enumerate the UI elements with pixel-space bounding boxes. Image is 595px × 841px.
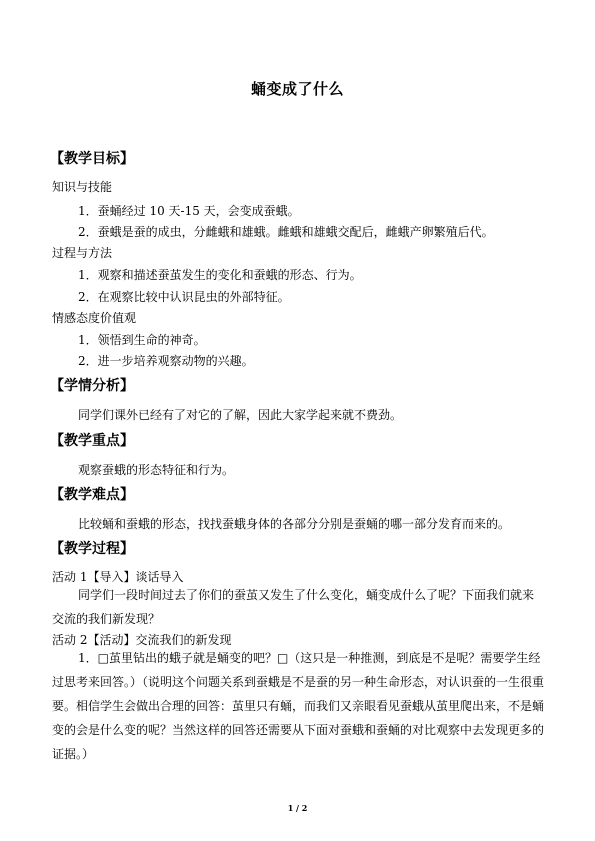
knowledge-item-1: 1．蚕蛹经过 10 天-15 天，会变成蚕蛾。: [78, 204, 300, 218]
difficulties-heading: 【教学难点】: [50, 487, 134, 503]
emotion-item-1: 1．领悟到生命的神奇。: [78, 333, 206, 347]
activity1-label: 活动 1【导入】谈话导入: [52, 570, 184, 584]
analysis-heading: 【学情分析】: [50, 378, 134, 394]
process-item-1: 1．观察和描述蚕茧发生的变化和蚕蛾的形态、行为。: [78, 268, 362, 282]
key-points-heading: 【教学重点】: [50, 433, 134, 449]
process-item-2: 2．在观察比较中认识昆虫的外部特征。: [78, 290, 290, 304]
page-title: 蛹变成了什么: [250, 80, 344, 98]
goals-heading: 【教学目标】: [50, 151, 134, 167]
page-number: 1 / 2: [287, 803, 308, 813]
knowledge-label: 知识与技能: [52, 180, 113, 194]
emotion-label: 情感态度价值观: [52, 311, 137, 325]
process-label: 过程与方法: [52, 246, 113, 260]
knowledge-item-2: 2．蚕蛾是蚕的成虫，分雌蛾和雄蛾。雌蛾和雄蛾交配后，雌蛾产卵繁殖后代。: [78, 225, 494, 239]
activity2-text: 1．□茧里钻出的蛾子就是蛹变的吧？□（这只是一种推测，到底是不是呢？需要学生经过思考来回答。）（说明这个问题关系到蚕蛾是不是蚕的另一种生命形态，对认识蚕的一生很重要。相信学生会做出合理的回答：茧里只有蛹，而我们又亲眼看见蚕蛾从茧里爬出来，不是蛹变的会是什么变的呢？当然这样的回答还需要从下面对蚕蛾和蚕蛹的对比观察中去发现更多的证据。）: [52, 651, 545, 761]
difficulties-text: 比较蛹和蚕蛾的形态，找找蚕蛾身体的各部分分别是蚕蛹的哪一部分发育而来的。: [78, 517, 511, 531]
key-points-text: 观察蚕蛾的形态特征和行为。: [78, 463, 235, 477]
analysis-text: 同学们课外已经有了对它的了解，因此大家学起来就不费劲。: [78, 408, 403, 422]
emotion-item-2: 2．进一步培养观察动物的兴趣。: [78, 354, 254, 368]
activity1-text: 同学们一段时间过去了你们的蚕茧又发生了什么变化，蛹变成什么了呢？下面我们就来交流的我们新发现？: [52, 588, 535, 626]
procedure-heading: 【教学过程】: [50, 541, 134, 557]
activity2-label: 活动 2【活动】交流我们的新发现: [52, 633, 232, 647]
